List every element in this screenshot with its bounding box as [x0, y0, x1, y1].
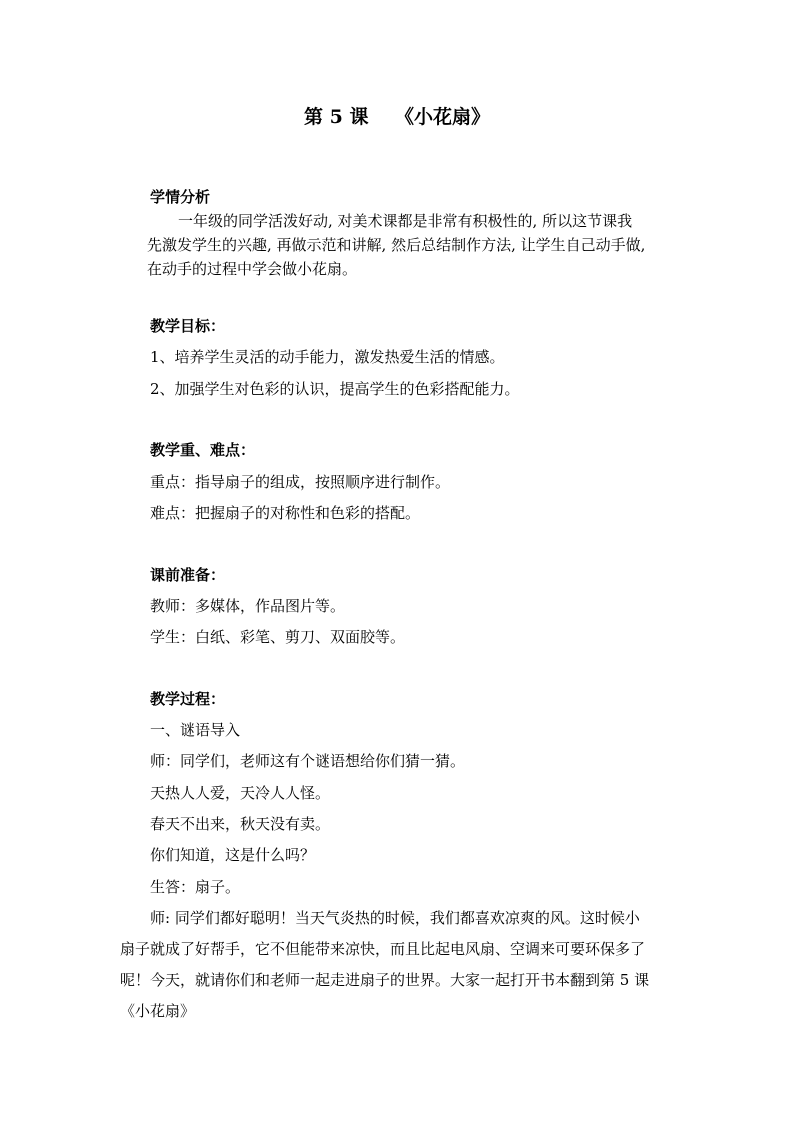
- process-item-1: 一、谜语导入: [150, 721, 241, 739]
- analysis-line-2: 先激发学生的兴趣, 再做示范和讲解, 然后总结制作方法, 让学生自己动手做,: [147, 236, 646, 254]
- key-point-item-2: 难点：把握扇子的对称性和色彩的搭配。: [150, 504, 421, 522]
- process-item-5: 你们知道，这是什么吗？: [150, 846, 316, 864]
- preparation-item-2: 学生：白纸、彩笔、剪刀、双面胶等。: [150, 628, 406, 646]
- key-point-item-1: 重点：指导扇子的组成，按照顺序进行制作。: [150, 473, 451, 491]
- process-item-3: 天热人人爱，天冷人人怪。: [150, 784, 331, 802]
- goal-item-2: 2、加强学生对色彩的认识，提高学生的色彩搭配能力。: [150, 380, 520, 398]
- process-item-4: 春天不出来，秋天没有卖。: [150, 815, 331, 833]
- goal-item-1: 1、培养学生灵活的动手能力，激发热爱生活的情感。: [150, 348, 505, 366]
- process-paragraph-line-1: 师: 同学们都好聪明！当天气炎热的时候，我们都喜欢凉爽的风。这时候小: [150, 909, 640, 927]
- process-paragraph-line-2: 扇子就成了好帮手，它不但能带来凉快，而且比起电风扇、空调来可要环保多了: [120, 940, 646, 958]
- section-heading-key-points: 教学重、难点：: [150, 441, 256, 459]
- process-paragraph-line-4: 《小花扇》: [120, 1002, 196, 1020]
- section-heading-preparation: 课前准备：: [150, 566, 226, 584]
- page-title: 第 5 课 《小花扇》: [304, 106, 490, 128]
- preparation-item-1: 教师：多媒体，作品图片等。: [150, 597, 346, 615]
- process-paragraph-line-3: 呢！今天，就请你们和老师一起走进扇子的世界。大家一起打开书本翻到第 5 课: [120, 971, 650, 989]
- section-heading-analysis: 学情分析: [150, 188, 211, 206]
- analysis-line-1: 一年级的同学活泼好动, 对美术课都是非常有积极性的, 所以这节课我: [178, 212, 633, 230]
- section-heading-process: 教学过程：: [150, 690, 226, 708]
- analysis-line-3: 在动手的过程中学会做小花扇。: [147, 260, 358, 278]
- process-item-6: 生答：扇子。: [150, 878, 241, 896]
- process-item-2: 师：同学们，老师这有个谜语想给你们猜一猜。: [150, 752, 466, 770]
- section-heading-goals: 教学目标：: [150, 317, 226, 335]
